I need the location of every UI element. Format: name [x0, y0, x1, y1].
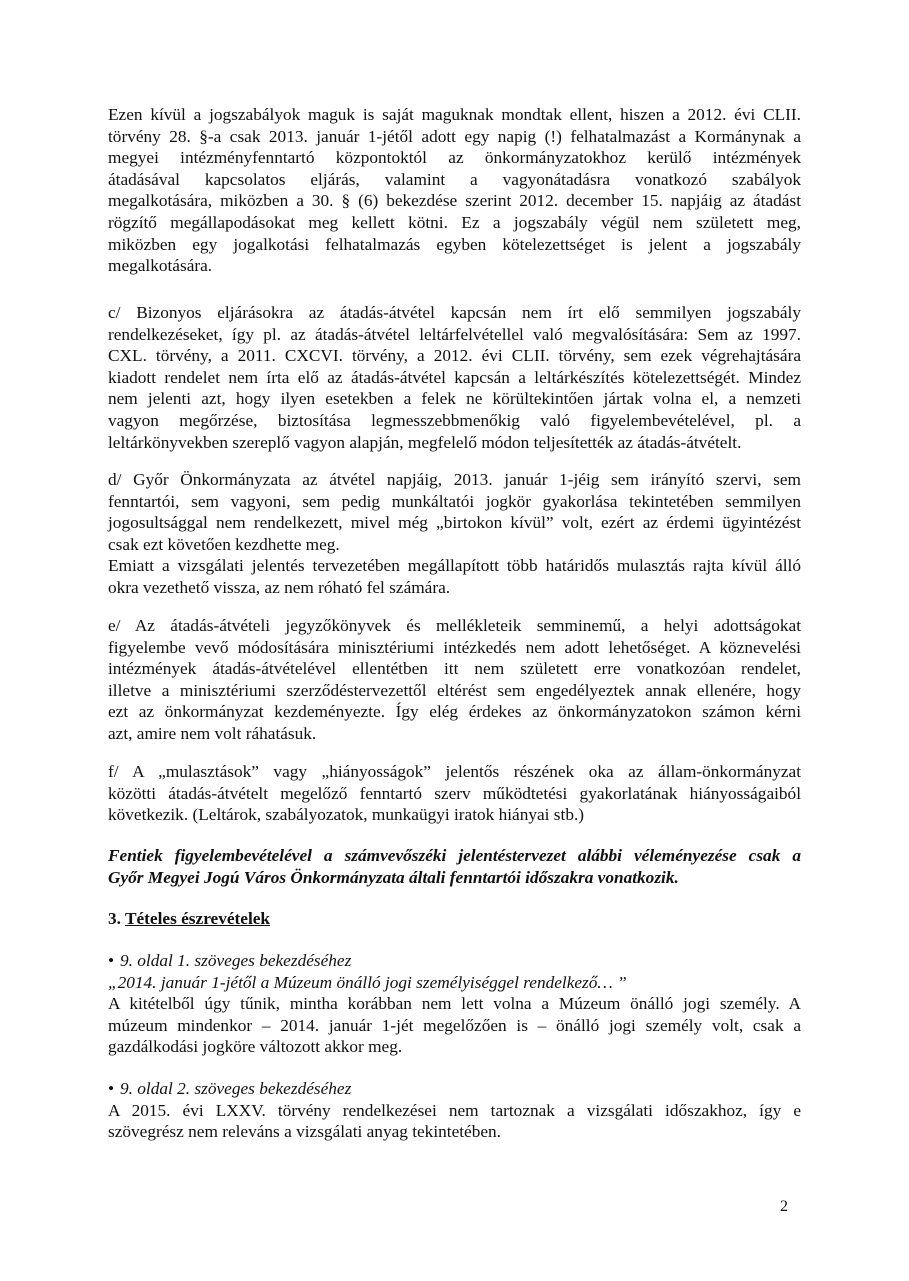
text-line: következik. (Leltárok, szabályozatok, munkaügyi iratok hiányai stb.) [108, 805, 585, 825]
text-line: közötti átadás-átvételt megelőző fenntartó szerv működtetési gyakorlatának hiányosságaiból [108, 783, 801, 803]
text-line: fenntartói, sem vagyoni, sem pedig munkáltatói jogkör gyakorlása tekintetében semmilyen [108, 491, 801, 511]
text-line: Fentiek figyelembevételével a számvevőszéki jelentéstervezet alábbi véleményezése csak a [108, 846, 801, 865]
text-line: Győr Megyei Jogú Város Önkormányzata általi fenntartói időszakra vonatkozik. [108, 867, 679, 887]
text-line: A 2015. évi LXXV. törvény rendelkezései nem tartoznak a vizsgálati időszakhoz, így e [108, 1100, 801, 1120]
remark-quote: „2014. január 1-jétől a Múzeum önálló jogi személyiséggel rendelkező… ” [108, 972, 627, 992]
text-line: megyei intézményfenntartó központoktól az önkormányzatokhoz kerülő intézmények [108, 148, 801, 168]
text-line: Ezen kívül a jogszabályok maguk is saját maguknak mondtak ellent, hiszen a 2012. évi CLII. [108, 105, 801, 124]
text-line: csak ezt követően kezdhette meg. [108, 534, 340, 554]
text-line: figyelembe vevő módosítására minisztériumi intézkedés nem adott lehetőséget. A köznevelési [108, 637, 801, 657]
section-title: Tételes észrevételek [124, 909, 271, 928]
text-line: nem jelenti azt, hogy ilyen esetekben a felek ne körültekintően jártak volna el, a nemzeti [108, 389, 801, 409]
text-line: kiadott rendelet nem írta elő az átadás-átvétel kapcsán a leltárkészítés kötelezettségét. Mindez [108, 367, 801, 387]
text-line: illetve a minisztériumi szerződéstervezettől eltérést sem engedélyeztek annak ellenére, hogy [108, 680, 801, 700]
text-line: rögzítő megállapodásokat meg kellett kötni. Ez a jogszabály végül nem született meg, [108, 212, 801, 232]
text-line: leltárkönyvekben szereplő vagyon alapján, megfelelő módon teljesítették az átadás-átvételt. [108, 432, 742, 452]
remark-ref-text: 9. oldal 1. szöveges bekezdéséhez [120, 951, 352, 970]
text-line: vagyon megőrzése, biztosítása legmesszebbmenőkig való figyelembevételével, pl. a [108, 410, 801, 430]
text-line: múzeum mindenkor – 2014. január 1-jét megelőzően is – önálló jogi személy volt, csak a [108, 1015, 801, 1035]
text-line: Emiatt a vizsgálati jelentés tervezetében megállapított több határidős mulasztás rajta kívül álló [108, 556, 801, 576]
text-line: rendelkezéseket, így pl. az átadás-átvétel leltárfelvétellel való megvalósítására: Sem az 1997. [108, 324, 801, 344]
remark-2 [108, 1078, 801, 1143]
remark-reference [108, 1078, 801, 1100]
text-line: A kitételből úgy tűnik, mintha korábban nem lett volna a Múzeum önálló jogi személy. A [108, 994, 801, 1014]
bullet-icon: • [108, 1079, 115, 1098]
text-line: c/ Bizonyos eljárásokra az átadás-átvétel kapcsán nem írt elő semmilyen jogszabály [108, 303, 801, 322]
paragraph-legal-contradiction [108, 104, 801, 277]
paragraph-d [108, 469, 801, 599]
text-line: azt, amire nem volt ráhatásuk. [108, 723, 317, 743]
text-line: okra vezethető vissza, az nem róható fel számára. [108, 577, 451, 597]
text-line: szövegrész nem releváns a vizsgálati anyag tekintetében. [108, 1122, 501, 1142]
paragraph-c [108, 302, 801, 453]
text-line: megalkotására, miközben a 30. § (6) bekezdése szerint 2012. december 15. napjáig az átadást [108, 191, 801, 211]
remark-reference [108, 950, 801, 972]
text-line: CXL. törvény, a 2011. CXCVI. törvény, a 2012. évi CLII. törvény, sem ezek végrehajtására [108, 346, 801, 366]
text-line: átadásával kapcsolatos eljárás, valamint a vagyonátadásra vonatkozó szabályok [108, 169, 801, 189]
section-number: 3. [108, 909, 121, 928]
remark-ref-text: 9. oldal 2. szöveges bekezdéséhez [120, 1079, 352, 1098]
remark-1 [108, 950, 801, 1058]
paragraph-e [108, 615, 801, 745]
section-heading [108, 908, 801, 930]
text-line: jogosultsággal nem rendelkezett, mivel még „birtokon kívül” volt, ezért az érdemi ügyintézést [108, 513, 801, 533]
text-line: törvény 28. §-a csak 2013. január 1-jétől adott egy napig (!) felhatalmazást a Kormánynak a [108, 126, 801, 146]
text-line: miközben egy jogalkotási felhatalmazás egyben kötelezettséget is jelent a jogszabály [108, 234, 801, 254]
page-number: 2 [780, 1198, 788, 1215]
text-line: ezt az önkormányzat kezdeményezte. Így elég érdekes az önkormányzatokon számon kérni [108, 702, 801, 722]
text-line: intézmények átadás-átvételével ellentétben itt nem született erre vonatkozóan rendelet, [108, 659, 801, 679]
text-line: megalkotására. [108, 256, 213, 276]
text-line: d/ Győr Önkormányzata az átvétel napjáig, 2013. január 1-jéig sem irányító szervi, sem [108, 470, 801, 489]
scope-note [108, 845, 801, 888]
text-line: e/ Az átadás-átvételi jegyzőkönyvek és mellékleteik semminemű, a helyi adottságokat [108, 616, 801, 635]
paragraph-f [108, 761, 801, 826]
text-line: f/ A „mulasztások” vagy „hiányosságok” jelentős részének oka az állam-önkormányzat [108, 762, 801, 781]
text-line: gazdálkodási jogköre változott akkor meg. [108, 1037, 403, 1057]
bullet-icon: • [108, 951, 115, 970]
